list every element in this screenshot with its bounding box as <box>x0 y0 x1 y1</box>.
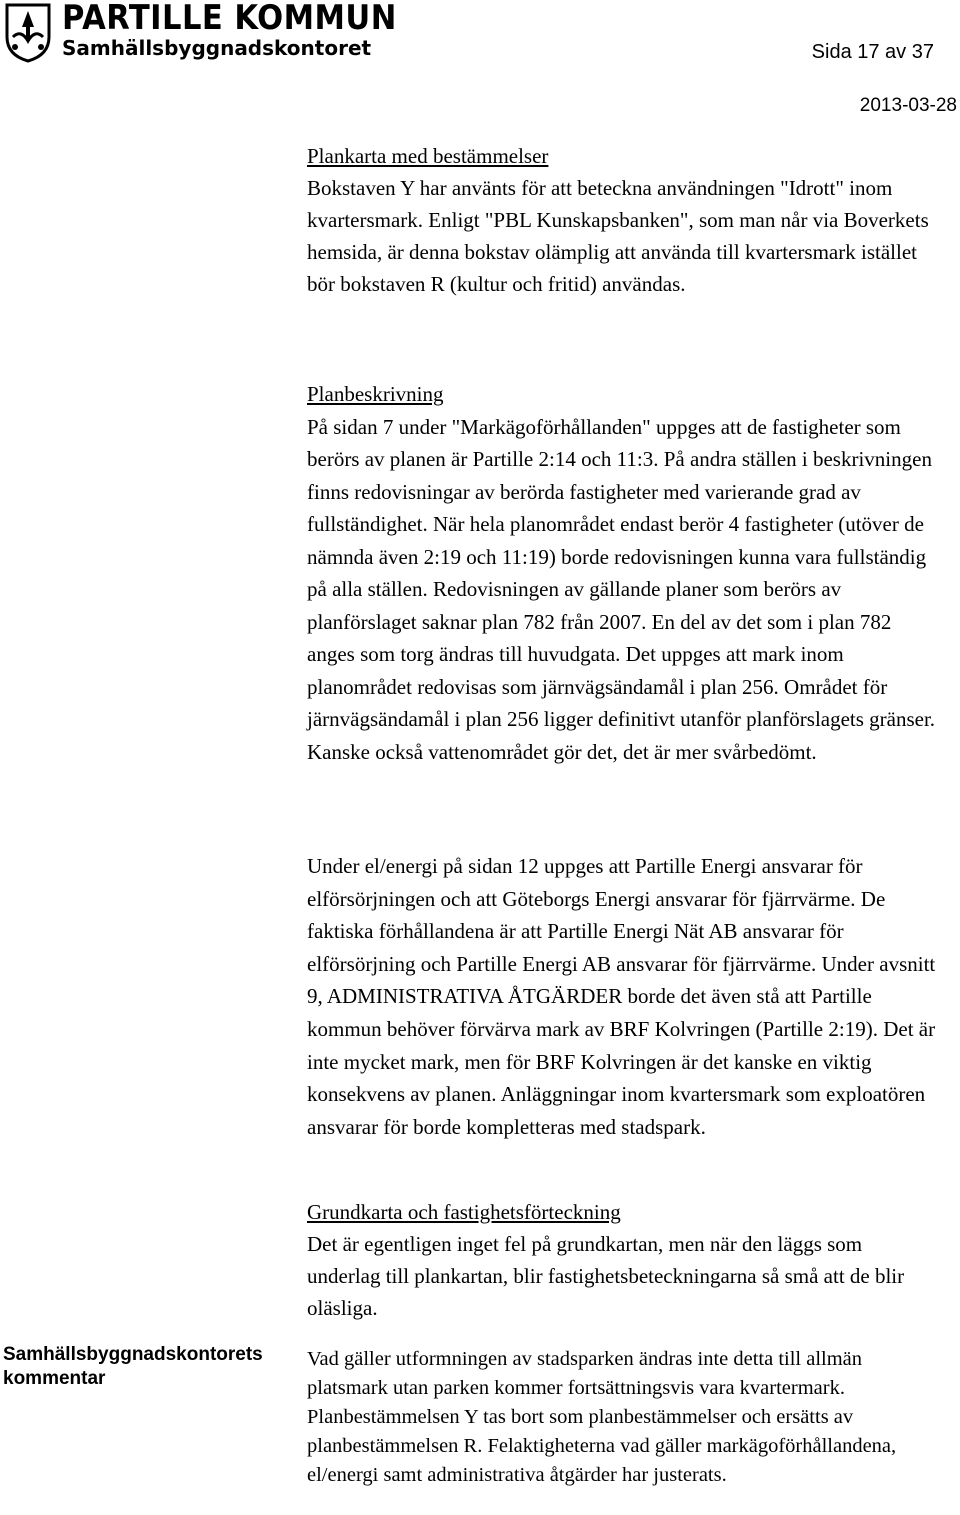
page-number: Sida 17 av 37 <box>811 41 934 63</box>
section-body: Under el/energi på sidan 12 uppges att Partille Energi ansvarar för elförsörjningen och att Göteborgs Energi ansvarar för fjärrvärme. De faktiska förhållandena är att Partille Energi Nät AB ansvarar för elförsörjning och Partille Energi AB ansvarar för fjärrvärme. Under avsnitt 9, ADMINISTRATIVA ÅTGÄRDER borde det även stå att Partille kommun behöver förvärva mark av BRF Kolvringen (Partille 2:19). Det är inte mycket mark, men för BRF Kolvringen är det kanske en viktig konsekvens av planen. Anläggningar inom kvartersmark som exploatören ansvarar för borde kompletteras med stadspark. <box>307 854 936 1139</box>
page-header <box>0 0 960 116</box>
section-comment <box>307 1345 937 1490</box>
section-heading: Planbeskrivning <box>307 382 444 406</box>
document-date: 2013-03-28 <box>859 95 957 116</box>
section-body: På sidan 7 under "Markägoförhållanden" uppges att de fastigheter som berörs av planen är Partille 2:14 och 11:3. På andra ställen i beskrivningen finns redovisningar av berörda fastigheter med varierande grad av fullständighet. När hela planområdet endast berör 4 fastigheter (utöver de nämnda även 2:19 och 11:19) borde redovisningen kunna vara fullständig på alla ställen. Redovisningen av gällande planer som berörs av planförslaget saknar plan 782 från 2007. En del av det som i plan 782 anges som torg ändras till huvudgata. Det uppges att mark inom planområdet redovisas som järnvägsändamål i plan 256. Området för järnvägsändamål i plan 256 ligger definitivt utanför planförslagets gränser. Kanske också vattenområdet gör det, det är mer svårbedömt. <box>307 414 936 764</box>
section-plankarta <box>307 140 937 300</box>
brand-subtitle: Samhällsbyggnadskontoret <box>62 36 372 60</box>
comment-label-line: Samhällsbyggnadskontorets <box>3 1344 263 1365</box>
section-el-energi <box>307 850 937 1143</box>
municipal-crest-icon <box>5 3 51 63</box>
comment-body: Vad gäller utformningen av stadsparken ändras inte detta till allmän platsmark utan parken kommer fortsättningsvis vara kvartermark. Planbestämmelsen Y tas bort som planbestämmelser och ersätts av planbestämmelsen R. Felaktigheterna vad gäller markägoförhållandena, el/energi samt administrativa åtgärder har justerats. <box>307 1348 897 1486</box>
section-body: Bokstaven Y har använts för att beteckna användningen "Idrott" inom kvartersmark. Enligt "PBL Kunskapsbanken", som man når via Boverkets hemsida, är denna bokstav olämplig att använda till kvartersmark istället bör bokstaven R (kultur och fritid) användas. <box>307 176 929 296</box>
section-heading: Plankarta med bestämmelser <box>307 144 549 168</box>
brand-title: PARTILLE KOMMUN <box>62 0 397 38</box>
comment-label <box>3 1343 303 1391</box>
section-heading: Grundkarta och fastighetsförteckning <box>307 1200 621 1224</box>
section-body: Det är egentligen inget fel på grundkartan, men när den läggs som underlag till plankartan, blir fastighetsbeteckningarna så små att de blir oläsliga. <box>307 1232 905 1320</box>
comment-label-line: kommentar <box>3 1368 106 1389</box>
section-grundkarta <box>307 1196 937 1324</box>
section-planbeskrivning <box>307 378 937 768</box>
